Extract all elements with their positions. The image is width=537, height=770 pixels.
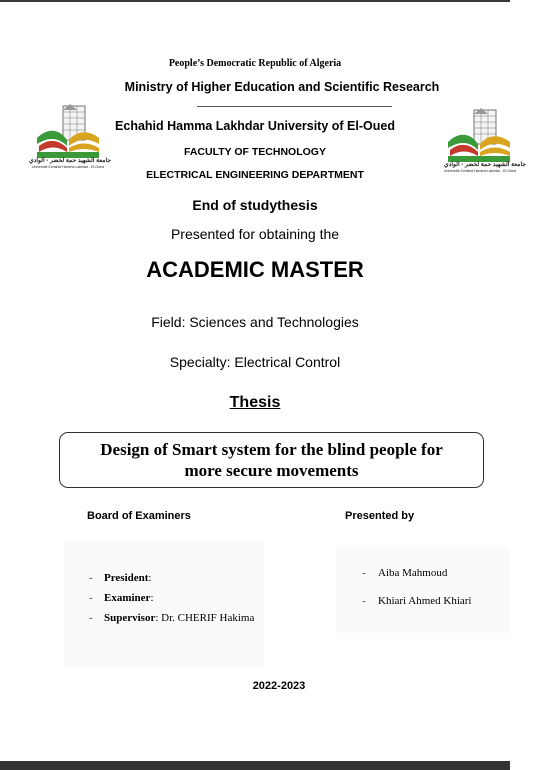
bottom-border	[0, 761, 510, 770]
presented-for-line: Presented for obtaining the	[170, 226, 340, 242]
academic-year: 2022-2023	[252, 680, 306, 692]
thesis-title-line-2: more secure movements	[184, 461, 359, 480]
faculty-name: FACULTY OF TECHNOLOGY	[184, 146, 326, 158]
thesis-title-box	[59, 432, 484, 488]
board-role: President	[104, 572, 149, 584]
university-name: Echahid Hamma Lakhdar University of El-Oued	[115, 119, 395, 133]
document-type: End of studythesis	[192, 197, 318, 213]
board-member-examiner: Examiner:	[104, 592, 154, 604]
header-divider	[197, 106, 392, 107]
republic-line: People’s Democratic Republic of Algeria	[168, 58, 342, 69]
logo-arabic-caption: جامعة الشهيد حمة لخضر - الوادي	[29, 158, 112, 164]
field-line: Field: Sciences and Technologies	[151, 314, 359, 330]
board-panel	[64, 540, 264, 668]
presenter-name: Aiba Mahmoud	[378, 567, 448, 579]
degree-title: ACADEMIC MASTER	[146, 257, 364, 282]
presenters-heading: Presented by	[345, 510, 415, 522]
logo-latin-caption: Université Echahid Hamma Lakhdar - El-Oued	[444, 169, 516, 173]
ministry-line: Ministry of Higher Education and Scientific Research	[124, 80, 440, 94]
board-heading: Board of Examiners	[87, 510, 191, 522]
department-name: ELECTRICAL ENGINEERING DEPARTMENT	[146, 169, 364, 181]
board-role: Supervisor	[104, 612, 156, 624]
logo-latin-caption: Université Echahid Hamma Lakhdar - El-Oued	[32, 165, 104, 169]
document-page: جامعة الشهيد حمة لخضر - الوادي Université Echahid Hamma Lakhdar - El-Oued جامعة الشهيد حمة لخضر - الوادي Université Echahid Hamma Lakhdar - El-Oued People’s Democratic Republic of Algeria Ministry of Higher Education and Scientific Research Echahid Hamma Lakhdar University of El-Oued FACULTY OF TECHNOLOGY ELECTRICAL ENGINEERING DEPARTMENT End of studythesis Presented for obtaining the ACADEMIC MASTER Field: Sciences and Technologies Specialty: Electrical Control Thesis Design of Smart system for the blind people for more secure movements Board of Examiners Presented by - President: - Examiner: - Supervisor: Dr. CHERIF Hakima - Aiba Mahmoud - Khiari Ahmed Khiari 2022-2023	[0, 2, 510, 761]
specialty-line: Specialty: Electrical Control	[169, 354, 341, 370]
board-role: Examiner	[104, 592, 151, 604]
board-member-supervisor: Supervisor: Dr. CHERIF Hakima	[104, 612, 255, 624]
thesis-title-line-1: Design of Smart system for the blind people for	[100, 440, 443, 459]
university-logo-left	[29, 102, 112, 174]
university-logo-right	[444, 106, 527, 178]
presenters-panel	[336, 547, 510, 633]
logo-arabic-caption: جامعة الشهيد حمة لخضر - الوادي	[444, 162, 527, 168]
thesis-label: Thesis	[229, 394, 281, 411]
board-member-president: President:	[104, 572, 152, 584]
presenter-name: Khiari Ahmed Khiari	[378, 595, 472, 607]
